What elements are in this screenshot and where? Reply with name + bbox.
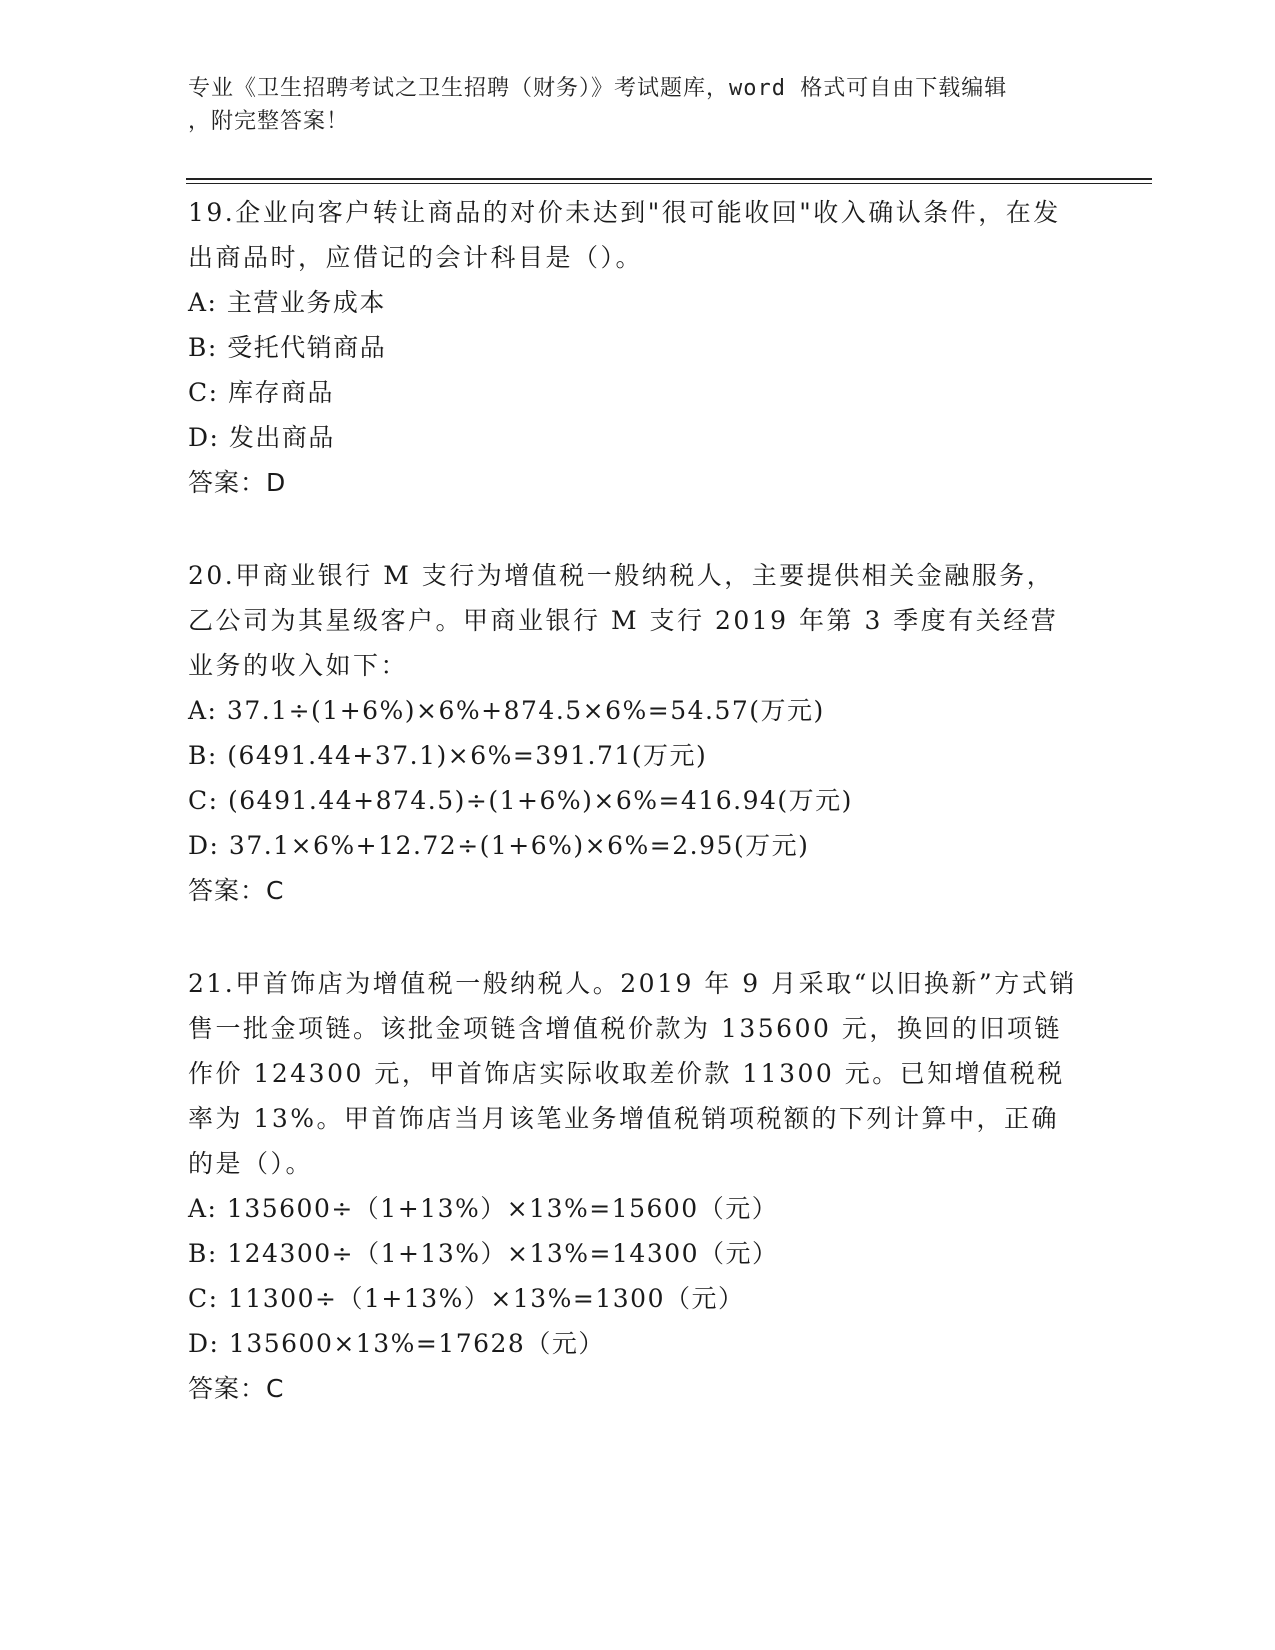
question-text: 21.甲首饰店为增值税一般纳税人。2019 年 9 月采取“以旧换新”方式销售一批金项链。该批金项链含增值税价款为 135600 元，换回的旧项链作价 124300 元，甲首饰店实际收取差价款 11300 元。已知增值税税率为 13%。甲首饰店当月该笔业务增值税销项税额的下列计算中，正确的是（）。: [188, 969, 1077, 1178]
option-a: A: 37.1÷(1+6%)×6%+874.5×6%=54.57(万元): [188, 696, 825, 725]
spacer: [188, 505, 1078, 553]
option-b: B: (6491.44+37.1)×6%=391.71(万元): [188, 741, 708, 770]
option-b: B: 124300÷（1+13%）×13%=14300（元）: [188, 1239, 779, 1268]
document-header: [188, 72, 1068, 138]
option-c: C: 库存商品: [188, 378, 334, 407]
question-21: [188, 961, 1078, 1411]
option-b: B: 受托代销商品: [188, 333, 387, 362]
question-text: 20.甲商业银行 M 支行为增值税一般纳税人，主要提供相关金融服务，乙公司为其星级客户。甲商业银行 M 支行 2019 年第 3 季度有关经营业务的收入如下：: [188, 561, 1059, 680]
question-20: [188, 553, 1078, 913]
question-text: 19.企业向客户转让商品的对价未达到"很可能收回"收入确认条件，在发出商品时，应借记的会计科目是（）。: [188, 198, 1061, 272]
answer: 答案：C: [188, 876, 285, 905]
option-c: C: 11300÷（1+13%）×13%=1300（元）: [188, 1284, 745, 1313]
option-a: A: 135600÷（1+13%）×13%=15600（元）: [188, 1194, 779, 1223]
answer: 答案：C: [188, 1374, 285, 1403]
header-divider-thick: [186, 178, 1152, 180]
spacer: [188, 913, 1078, 961]
option-d: D: 发出商品: [188, 423, 335, 452]
question-19: [188, 190, 1078, 505]
option-c: C: (6491.44+874.5)÷(1+6%)×6%=416.94(万元): [188, 786, 853, 815]
answer: 答案：D: [188, 468, 287, 497]
header-line-1: 专业《卫生招聘考试之卫生招聘（财务）》考试题库，word 格式可自由下载编辑: [188, 76, 1008, 101]
header-divider-thin: [186, 183, 1152, 184]
option-a: A: 主营业务成本: [188, 288, 386, 317]
header-line-2: ，附完整答案！: [188, 109, 350, 134]
option-d: D: 135600×13%=17628（元）: [188, 1329, 605, 1358]
question-list: [188, 190, 1078, 1411]
option-d: D: 37.1×6%+12.72÷(1+6%)×6%=2.95(万元): [188, 831, 810, 860]
